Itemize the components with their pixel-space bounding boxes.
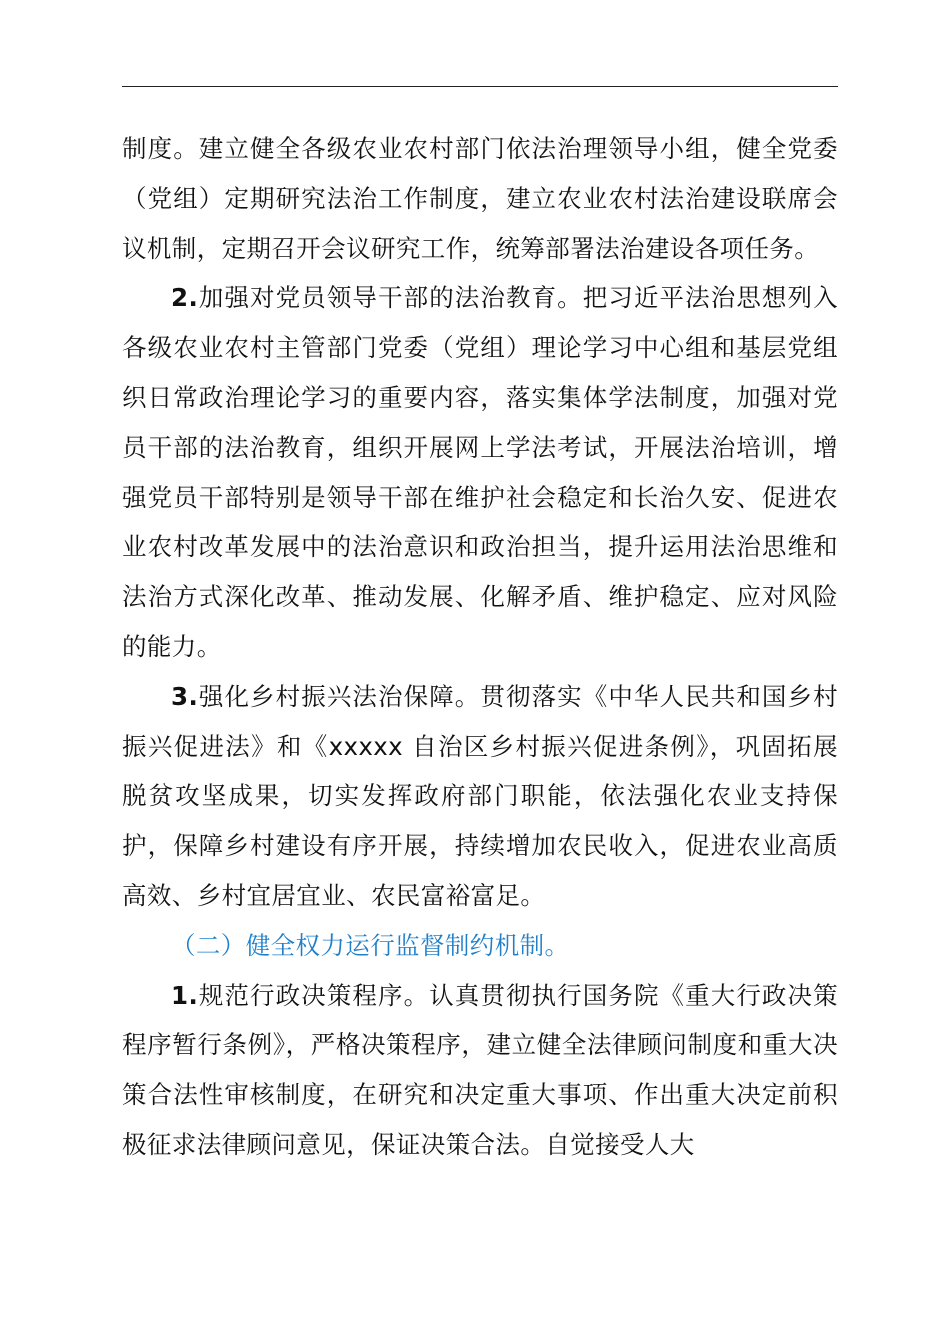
paragraph-text: 加强对党员领导干部的法治教育。把习近平法治思想列入各级农业农村主管部门党委（党组）理论学习中心组和基层党组织日常政治理论学习的重要内容，落实集体学法制度，加强对党员干部的法治教育，组织开展网上学法考试，开展法治培训，增强党员干部特别是领导干部在维护社会稳定和长治久安、促进农业农村改革发展中的法治意识和政治担当，提升运用法治思维和法治方式深化改革、推动发展、化解矛盾、维护稳定、应对风险的能力。 xyxy=(122,283,838,661)
paragraph-item-2 xyxy=(122,273,838,671)
section-heading xyxy=(122,921,838,971)
paragraph-item-3 xyxy=(122,672,838,921)
paragraph-continuation xyxy=(122,124,838,273)
paragraph-item-1 xyxy=(122,971,838,1170)
paragraph-text: 制度。建立健全各级农业农村部门依法治理领导小组，健全党委（党组）定期研究法治工作制度，建立农业农村法治建设联席会议机制，定期召开会议研究工作，统筹部署法治建设各项任务。 xyxy=(122,134,838,263)
paragraph-text: 强化乡村振兴法治保障。贯彻落实《中华人民共和国乡村振兴促进法》和《xxxxx 自治区乡村振兴促进条例》，巩固拓展脱贫攻坚成果，切实发挥政府部门职能，依法强化农业支持保护，保障乡村建设有序开展，持续增加农民收入，促进农业高质高效、乡村宜居宜业、农民富裕富足。 xyxy=(122,681,838,910)
header-rule xyxy=(122,86,838,87)
item-number: 2. xyxy=(171,283,199,313)
paragraph-text: 规范行政决策程序。认真贯彻执行国务院《重大行政决策程序暂行条例》，严格决策程序，建立健全法律顾问制度和重大决策合法性审核制度，在研究和决定重大事项、作出重大决定前积极征求法律顾问意见，保证决策合法。自觉接受人大 xyxy=(122,980,838,1159)
section-heading-text: （二）健全权力运行监督制约机制。 xyxy=(171,930,570,960)
item-number: 1. xyxy=(171,980,199,1010)
document-body xyxy=(122,124,838,1170)
item-number: 3. xyxy=(171,681,199,711)
